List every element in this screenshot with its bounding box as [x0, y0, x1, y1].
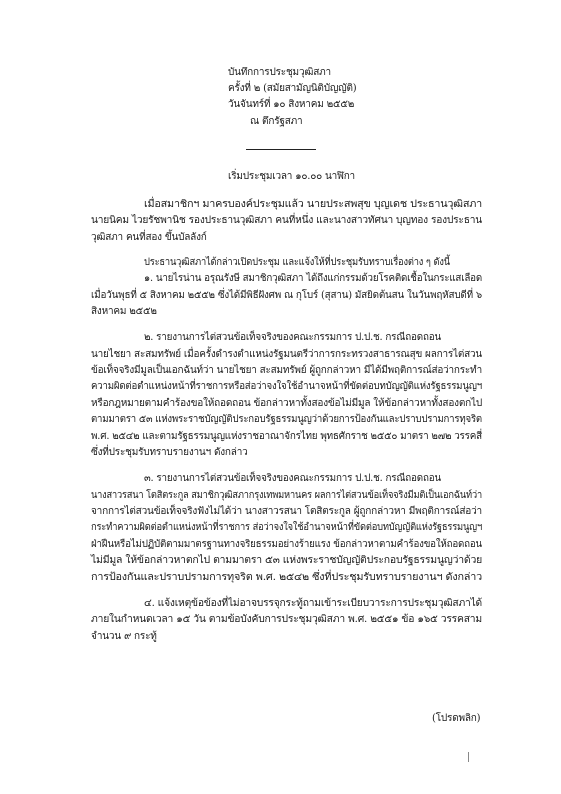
paragraph-line: ประธานวุฒิสภาได้กล่าวเปิดประชุม และแจ้งให้ที่ประชุมรับทราบเรื่องต่าง ๆ ดังนี้ [144, 257, 450, 268]
item-2-line: ความผิดต่อตำแหน่งหน้าที่ราชการหรือส่อว่าจงใจใช้อำนาจหน้าที่ขัดต่อบทบัญญัติแห่งรัฐธรรมนูญฯ [91, 381, 482, 392]
item-3-line: ไม่มีมูล ให้ข้อกล่าวหาตกไป ตามมาตรา ๕๓ แห่งพระราชบัญญัติประกอบรัฐธรรมนูญว่าด้วย [91, 555, 483, 566]
item-4-line: จำนวน ๙ กระทู้ [91, 631, 157, 642]
turn-over-note: (โปรดพลิก) [432, 713, 481, 724]
item-2-line: ตามมาตรา ๕๓ แห่งพระราชบัญญัติประกอบรัฐธรรมนูญว่าด้วยการป้องกันและปราบปรามการทุจริต [91, 414, 482, 425]
item-3-line: กระทำความผิดต่อตำแหน่งหน้าที่ราชการ ส่อว่าจงใจใช้อำนาจหน้าที่ขัดต่อบทบัญญัติแห่งรัฐธรรมนูญฯ [91, 522, 482, 533]
document-title: บันทึกการประชุมวุฒิสภา [228, 67, 331, 78]
venue-line: ณ ตึกรัฐสภา [250, 116, 303, 127]
item-3-line: นางสาวรสนา โตสิตระกูล สมาชิกวุฒิสภากรุงเทพมหานคร ผลการไต่สวนข้อเท็จจริงมีมติเป็นเอกฉันท์ว่า [91, 490, 482, 501]
item-2-line: นายไชยา สะสมทรัพย์ เมื่อครั้งดำรงตำแหน่งรัฐมนตรีว่าการกระทรวงสาธารณสุข ผลการไต่สวน [91, 349, 482, 360]
item-2-line: ซึ่งที่ประชุมรับทราบรายงานฯ ดังกล่าว [91, 447, 248, 458]
item-1-line: เมื่อวันพุธที่ ๕ สิงหาคม ๒๕๕๒ ซึ่งได้มีพิธีฝังศพ ณ กุโบร์ (สุสาน) มัสยิดต้นสน ในวันพฤหัสบดีที่ ๖ [91, 290, 482, 301]
item-3-line: จากการไต่สวนข้อเท็จจริงฟังไม่ได้ว่า นางสาวรสนา โตสิตระกูล ผู้ถูกกล่าวหา มีพฤติการณ์ส่อว่า [91, 506, 482, 517]
item-2-line: หรือกฎหมายตามคำร้องขอให้ถอดถอน ข้อกล่าวหาทั้งสองข้อไม่มีมูล ให้ข้อกล่าวหาทั้งสองตกไป [91, 398, 483, 409]
session-line: ครั้งที่ ๒ (สมัยสามัญนิติบัญญัติ) [228, 83, 357, 94]
paragraph-line: วุฒิสภา คนที่สอง ขึ้นบัลลังก์ [91, 232, 207, 243]
item-1-line: ๑. นายไรน่าน อรุณรังษี สมาชิกวุฒิสภา ได้ถึงแก่กรรมด้วยโรคติดเชื้อในกระแสเลือด [144, 273, 482, 284]
item-2-line: ข้อเท็จจริงมีมูลเป็นเอกฉันท์ว่า นายไชยา สะสมทรัพย์ ผู้ถูกกล่าวหา มีได้มีพฤติการณ์ส่อว่ากระทำ [91, 365, 482, 376]
scan-mark [468, 752, 469, 762]
header-divider [246, 149, 316, 150]
item-4-line: ภายในกำหนดเวลา ๑๕ วัน ตามข้อบังคับการประชุมวุฒิสภา พ.ศ. ๒๕๕๑ ข้อ ๑๖๕ วรรคสาม [91, 614, 482, 625]
date-line: วันจันทร์ที่ ๑๐ สิงหาคม ๒๕๕๒ [228, 99, 355, 110]
paragraph-line: เมื่อสมาชิกฯ มาครบองค์ประชุมแล้ว นายประสพสุข บุญเดช ประธานวุฒิสภา [144, 199, 482, 210]
paragraph-line: นายนิคม ไวยรัชพานิช รองประธานวุฒิสภา คนที่หนึ่ง และนางสาวทัศนา บุญทอง รองประธาน [91, 215, 482, 226]
item-2-line: พ.ศ. ๒๕๔๒ และตามรัฐธรรมนูญแห่งราชอาณาจักรไทย พุทธศักราช ๒๕๕๐ มาตรา ๒๗๒ วรรคสี่ [91, 431, 482, 442]
item-2-line: ๒. รายงานการไต่สวนข้อเท็จจริงของคณะกรรมการ ป.ป.ช. กรณีถอดถอน [144, 332, 441, 343]
start-time: เริ่มประชุมเวลา ๑๐.๐๐ นาฬิกา [228, 171, 355, 182]
item-3-line: ฝ่าฝืนหรือไม่ปฏิบัติตามมาตรฐานทางจริยธรรมอย่างร้ายแรง ข้อกล่าวหาตามคำร้องขอให้ถอดถอน [91, 539, 482, 550]
item-4-line: ๔. แจ้งเหตุข้อข้องที่ไม่อาจบรรจุกระทู้ถามเข้าระเบียบวาระการประชุมวุฒิสภาได้ [144, 598, 483, 609]
item-1-line: สิงหาคม ๒๕๕๒ [91, 306, 157, 317]
item-3-line: การป้องกันและปราบปรามการทุจริต พ.ศ. ๒๕๔๒ ซึ่งที่ประชุมรับทราบรายงานฯ ดังกล่าว [91, 572, 482, 583]
item-3-line: ๓. รายงานการไต่สวนข้อเท็จจริงของคณะกรรมการ ป.ป.ช. กรณีถอดถอน [144, 473, 441, 484]
